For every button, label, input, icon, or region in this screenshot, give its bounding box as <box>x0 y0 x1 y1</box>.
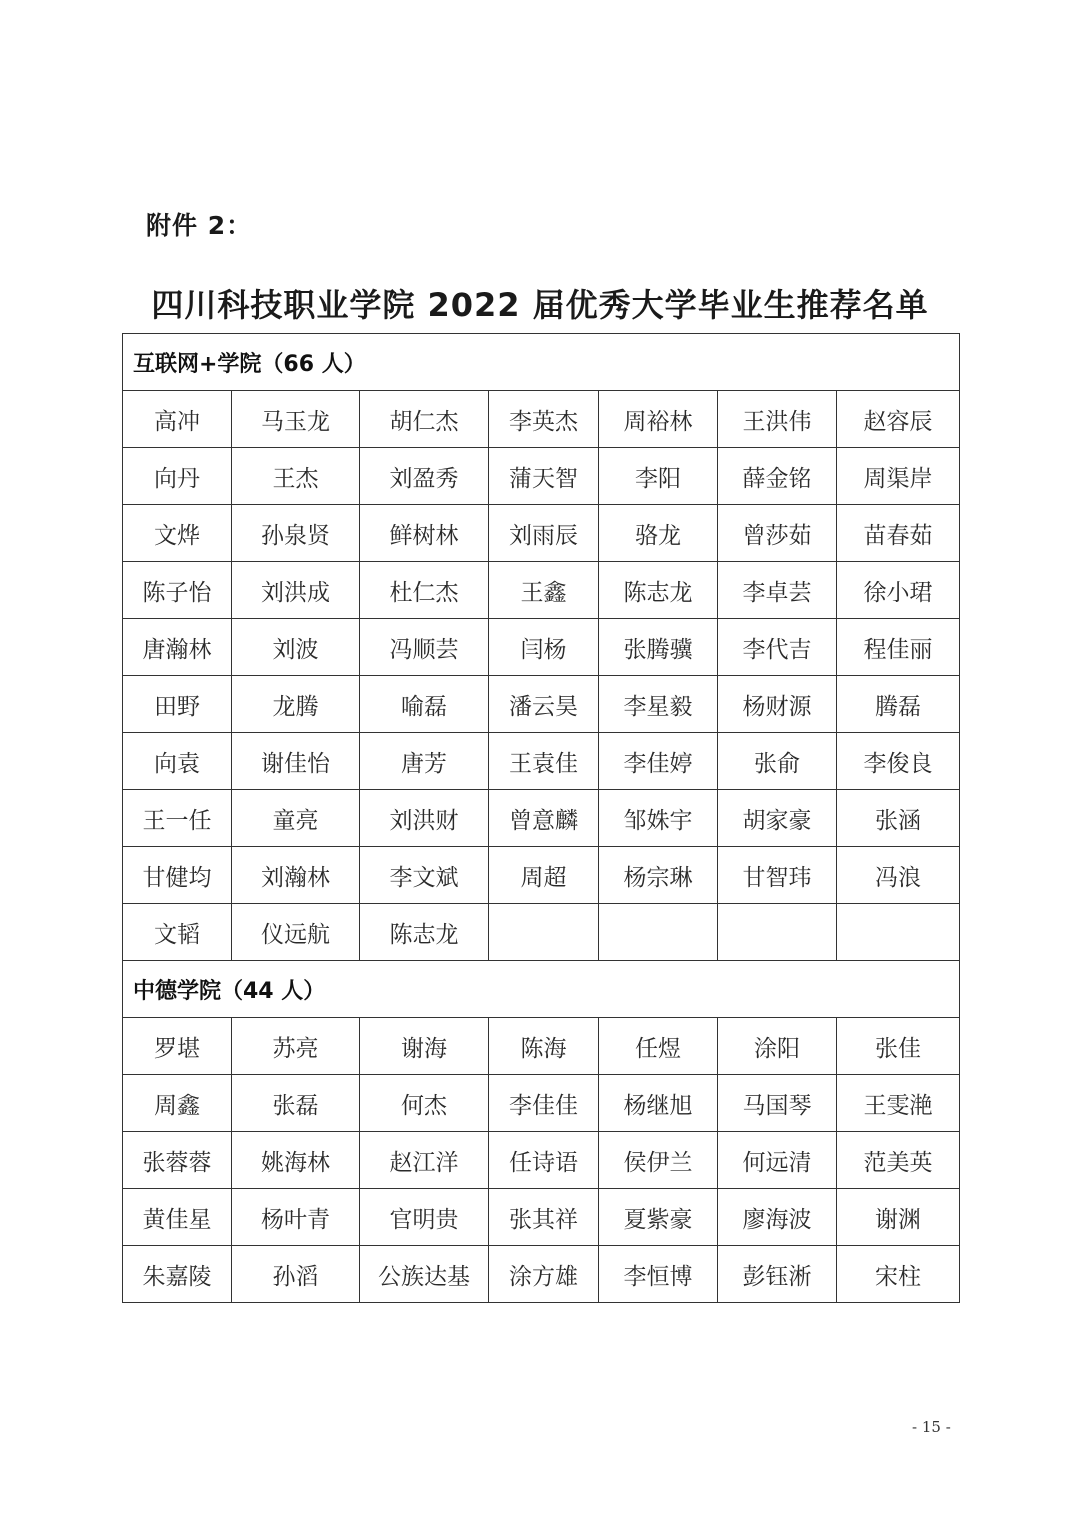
name-cell: 张蓉蓉 <box>123 1132 232 1189</box>
name-cell: 鲜树林 <box>360 505 489 562</box>
name-cell: 杨财源 <box>718 676 837 733</box>
table-row <box>123 505 960 562</box>
name-cell: 刘盈秀 <box>360 448 489 505</box>
name-cell: 苏亮 <box>232 1018 360 1075</box>
name-cell: 宋柱 <box>837 1246 960 1303</box>
name-cell: 张腾骥 <box>599 619 718 676</box>
name-cell: 李文斌 <box>360 847 489 904</box>
table-row <box>123 1246 960 1303</box>
name-cell: 文烨 <box>123 505 232 562</box>
table-row <box>123 904 960 961</box>
name-cell: 赵江洋 <box>360 1132 489 1189</box>
name-cell: 朱嘉陵 <box>123 1246 232 1303</box>
name-cell: 张俞 <box>718 733 837 790</box>
table-row <box>123 676 960 733</box>
name-cell: 曾意麟 <box>489 790 599 847</box>
name-cell: 甘健均 <box>123 847 232 904</box>
name-cell: 刘洪财 <box>360 790 489 847</box>
name-cell: 廖海波 <box>718 1189 837 1246</box>
name-cell: 黄佳星 <box>123 1189 232 1246</box>
name-cell: 李俊良 <box>837 733 960 790</box>
name-cell: 涂方雄 <box>489 1246 599 1303</box>
name-cell: 罗堪 <box>123 1018 232 1075</box>
name-cell: 公族达基 <box>360 1246 489 1303</box>
section-header-row <box>123 334 960 391</box>
name-cell: 邹姝宇 <box>599 790 718 847</box>
section-heading: 中德学院（44 人） <box>123 961 960 1018</box>
name-cell: 童亮 <box>232 790 360 847</box>
name-cell: 苗春茹 <box>837 505 960 562</box>
name-cell: 周鑫 <box>123 1075 232 1132</box>
name-cell: 任诗语 <box>489 1132 599 1189</box>
name-cell: 向丹 <box>123 448 232 505</box>
name-cell: 谢佳怡 <box>232 733 360 790</box>
name-cell: 王鑫 <box>489 562 599 619</box>
name-cell: 腾磊 <box>837 676 960 733</box>
table-row <box>123 847 960 904</box>
name-cell <box>599 904 718 961</box>
name-cell: 李星毅 <box>599 676 718 733</box>
name-cell: 张磊 <box>232 1075 360 1132</box>
section-heading: 互联网+学院（66 人） <box>123 334 960 391</box>
table-row <box>123 1189 960 1246</box>
name-cell <box>837 904 960 961</box>
name-cell: 甘智玮 <box>718 847 837 904</box>
name-cell: 夏紫豪 <box>599 1189 718 1246</box>
name-cell: 仪远航 <box>232 904 360 961</box>
name-cell: 刘雨辰 <box>489 505 599 562</box>
name-cell: 胡仁杰 <box>360 391 489 448</box>
name-cell: 刘洪成 <box>232 562 360 619</box>
name-cell: 田野 <box>123 676 232 733</box>
page-number: - 15 - <box>912 1418 951 1436</box>
name-cell: 马国琴 <box>718 1075 837 1132</box>
table-row <box>123 448 960 505</box>
name-cell <box>718 904 837 961</box>
name-cell: 向袁 <box>123 733 232 790</box>
name-cell: 骆龙 <box>599 505 718 562</box>
name-cell: 潘云昊 <box>489 676 599 733</box>
name-cell: 谢渊 <box>837 1189 960 1246</box>
table-row <box>123 391 960 448</box>
table-row <box>123 619 960 676</box>
name-cell: 周裕林 <box>599 391 718 448</box>
name-cell: 王袁佳 <box>489 733 599 790</box>
name-cell: 张佳 <box>837 1018 960 1075</box>
name-cell: 刘波 <box>232 619 360 676</box>
name-cell: 蒲天智 <box>489 448 599 505</box>
name-cell: 陈海 <box>489 1018 599 1075</box>
name-cell: 周渠岸 <box>837 448 960 505</box>
table-row <box>123 1075 960 1132</box>
name-cell: 彭钰淅 <box>718 1246 837 1303</box>
name-cell: 李代吉 <box>718 619 837 676</box>
attachment-label: 附件 2： <box>146 211 253 240</box>
name-cell: 徐小珺 <box>837 562 960 619</box>
name-cell: 马玉龙 <box>232 391 360 448</box>
name-cell: 杜仁杰 <box>360 562 489 619</box>
name-cell: 侯伊兰 <box>599 1132 718 1189</box>
name-cell: 谢海 <box>360 1018 489 1075</box>
name-cell: 张涵 <box>837 790 960 847</box>
name-cell: 冯浪 <box>837 847 960 904</box>
name-cell: 王一任 <box>123 790 232 847</box>
name-cell: 孙滔 <box>232 1246 360 1303</box>
name-cell: 曾莎茹 <box>718 505 837 562</box>
name-cell: 冯顺芸 <box>360 619 489 676</box>
name-cell: 唐芳 <box>360 733 489 790</box>
name-cell: 杨继旭 <box>599 1075 718 1132</box>
name-cell: 范美英 <box>837 1132 960 1189</box>
name-cell: 张其祥 <box>489 1189 599 1246</box>
name-cell: 李卓芸 <box>718 562 837 619</box>
name-cell: 周超 <box>489 847 599 904</box>
name-cell: 程佳丽 <box>837 619 960 676</box>
document-title: 四川科技职业学院 2022 届优秀大学毕业生推荐名单 <box>151 286 929 324</box>
name-cell: 王雯滟 <box>837 1075 960 1132</box>
table-row <box>123 790 960 847</box>
table-row <box>123 562 960 619</box>
name-cell: 李佳婷 <box>599 733 718 790</box>
name-cell: 官明贵 <box>360 1189 489 1246</box>
name-cell: 陈子怡 <box>123 562 232 619</box>
name-cell: 唐瀚林 <box>123 619 232 676</box>
name-cell: 刘瀚林 <box>232 847 360 904</box>
name-cell: 任煜 <box>599 1018 718 1075</box>
name-cell: 孙泉贤 <box>232 505 360 562</box>
name-cell: 杨叶青 <box>232 1189 360 1246</box>
table-row <box>123 1018 960 1075</box>
table-row <box>123 733 960 790</box>
name-cell: 李恒博 <box>599 1246 718 1303</box>
name-cell: 喻磊 <box>360 676 489 733</box>
name-cell: 李阳 <box>599 448 718 505</box>
name-cell: 王杰 <box>232 448 360 505</box>
name-cell: 涂阳 <box>718 1018 837 1075</box>
name-cell: 文韬 <box>123 904 232 961</box>
name-cell: 闫杨 <box>489 619 599 676</box>
name-cell: 李佳佳 <box>489 1075 599 1132</box>
name-cell: 何远清 <box>718 1132 837 1189</box>
table-row <box>123 1132 960 1189</box>
recommendation-table <box>122 333 960 1303</box>
name-cell: 杨宗琳 <box>599 847 718 904</box>
name-cell: 陈志龙 <box>360 904 489 961</box>
name-cell: 陈志龙 <box>599 562 718 619</box>
name-cell <box>489 904 599 961</box>
section-header-row <box>123 961 960 1018</box>
name-cell: 王洪伟 <box>718 391 837 448</box>
name-cell: 姚海林 <box>232 1132 360 1189</box>
name-cell: 胡家豪 <box>718 790 837 847</box>
name-cell: 薛金铭 <box>718 448 837 505</box>
name-cell: 龙腾 <box>232 676 360 733</box>
name-cell: 高冲 <box>123 391 232 448</box>
name-cell: 何杰 <box>360 1075 489 1132</box>
name-cell: 赵容辰 <box>837 391 960 448</box>
name-cell: 李英杰 <box>489 391 599 448</box>
